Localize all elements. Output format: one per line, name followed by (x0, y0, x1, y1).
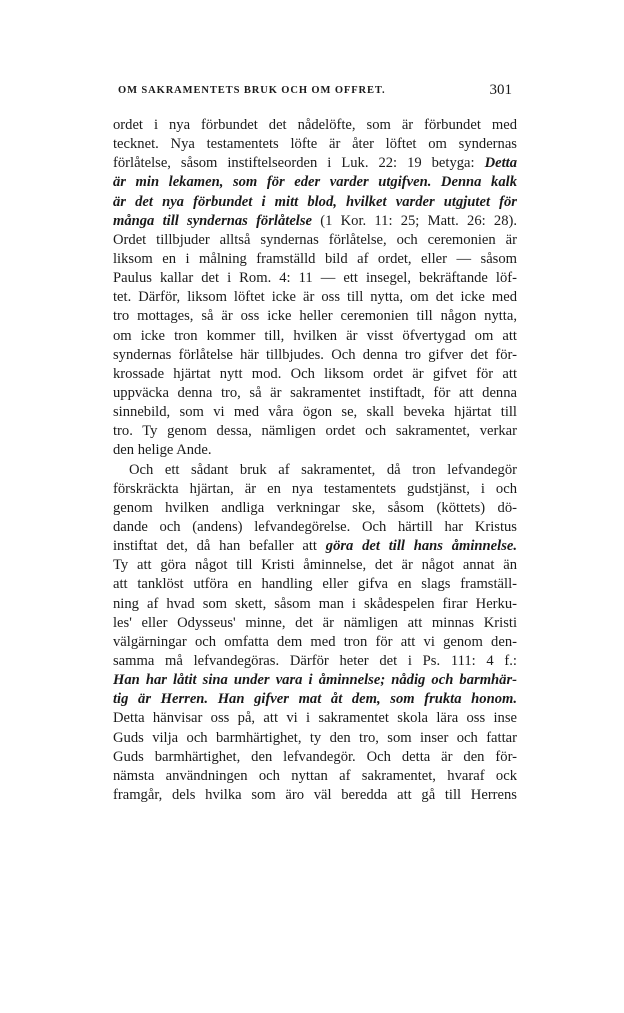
text-line (113, 288, 517, 307)
text-line (113, 193, 517, 212)
running-title: OM SAKRAMENTETS BRUK OCH OM OFFRET. (118, 85, 386, 96)
italic-text: är min lekamen, som för eder varder utgifven. Denna kalk (113, 174, 517, 191)
text-segment: genom hvilken andliga verkningar ske, såsom (köttets) dö- (113, 499, 517, 516)
text-segment: sinnebild, som vi med våra ögon se, skall beveka hjärtat till (113, 404, 517, 421)
text-segment: Och ett sådant bruk af sakramentet, då tron lefvandegör (129, 461, 517, 478)
text-segment: välgärningar och omfatta dem med tron för att vi genom den- (113, 633, 517, 650)
text-line (113, 422, 517, 441)
italic-text: tig är Herren. Han gifver mat åt dem, som frukta honom. (113, 691, 517, 708)
text-line (113, 595, 517, 614)
text-line (113, 575, 517, 594)
body-text (113, 116, 517, 805)
italic-text: göra det till hans åminnelse. (325, 538, 517, 555)
text-segment: ning af hvad som skett, såsom man i skådespelen firar Herku- (113, 595, 517, 612)
text-segment: tecknet. Nya testamentets löfte är åter löftet om syndernas (113, 136, 517, 153)
text-line (113, 365, 517, 384)
text-line (113, 116, 517, 135)
text-segment: ordet i nya förbundet det nådelöfte, som är förbundet med (113, 117, 517, 133)
text-line (113, 499, 517, 518)
text-segment: samma må lefvandegöras. Därför heter det i Ps. 111: 4 f.: (113, 652, 517, 669)
text-segment: Paulus kallar det i Rom. 4: 11 — ett insegel, bekräftande löf- (113, 270, 517, 287)
text-segment: syndernas förlåtelse här tillbjudes. Och denna tro gifver det för- (113, 346, 517, 363)
text-line (113, 135, 517, 154)
text-line (113, 767, 517, 786)
text-segment: (1 Kor. 11: 25; Matt. 26: 28). (312, 212, 517, 229)
text-line (113, 786, 517, 805)
text-line (113, 327, 517, 346)
text-line (113, 173, 517, 192)
text-line (113, 269, 517, 288)
text-line (113, 307, 517, 326)
text-segment: instiftat det, då han befaller att (113, 538, 326, 555)
text-line (113, 212, 517, 231)
page-number: 301 (489, 82, 512, 98)
text-line (113, 250, 517, 269)
italic-text: många till syndernas förlåtelse (113, 212, 313, 229)
text-line (113, 652, 517, 671)
text-segment: den helige Ande. (113, 442, 212, 459)
text-line (113, 671, 517, 690)
text-segment: framgår, dels hvilka som äro väl beredda att gå till Herrens (113, 786, 517, 803)
text-segment: tro mottages, så är oss icke heller ceremonien till någon nytta, (113, 308, 517, 325)
italic-text: är det nya förbundet i mitt blod, hvilket varder utgjutet för (113, 193, 517, 210)
text-line (113, 384, 517, 403)
text-segment: uppväcka denna tro, så är sakramentet instiftadt, för att denna (113, 384, 517, 401)
text-line (113, 690, 517, 709)
text-line (113, 518, 517, 537)
running-head (118, 82, 512, 102)
text-line (113, 441, 517, 460)
text-segment: krossade hjärtat nytt mod. Och liksom ordet är gifvet för att (113, 365, 517, 382)
text-segment: Detta hänvisar oss på, att vi i sakramentet skola lära oss inse (113, 710, 517, 727)
text-line (113, 346, 517, 365)
text-line (113, 748, 517, 767)
text-segment: les' eller Odysseus' minne, det är nämligen att minnas Kristi (113, 614, 517, 631)
text-segment: om icke tron kommer till, hvilken är visst öfvertygad om att (113, 327, 517, 344)
text-line (113, 537, 517, 556)
text-segment: att tanklöst utföra en handling eller gifva en slags framställ- (113, 576, 517, 593)
text-segment: liksom en i målning framställd bild af ordet, eller — såsom (113, 250, 517, 267)
text-line (113, 154, 517, 173)
italic-text: Detta (484, 155, 517, 172)
text-segment: nämsta användningen och nyttan af sakramentet, hvaraf ock (113, 767, 517, 784)
text-line (113, 709, 517, 728)
text-line (113, 614, 517, 633)
text-line (113, 231, 517, 250)
text-line (113, 729, 517, 748)
text-line (113, 633, 517, 652)
text-segment: dande och (andens) lefvandegörelse. Och härtill har Kristus (113, 518, 517, 535)
text-line (113, 480, 517, 499)
text-segment: förskräckta hjärtan, är en nya testamentets gudstjänst, i och (113, 480, 517, 497)
text-segment: tro. Ty genom dessa, nämligen ordet och sakramentet, verkar (113, 423, 517, 440)
text-segment: tet. Därför, liksom löftet icke är oss till nytta, om det icke med (113, 289, 517, 306)
text-segment: Guds vilja och barmhärtighet, ty den tro, som inser och fattar (113, 729, 517, 746)
text-segment: förlåtelse, såsom instiftelseorden i Luk. 22: 19 betyga: (113, 155, 485, 172)
text-segment: Ordet tillbjuder alltså syndernas förlåtelse, och ceremonien är (113, 231, 517, 248)
italic-text: Han har låtit sina under vara i åminnelse; nådig och barmhär- (113, 672, 517, 689)
text-segment: Ty att göra något till Kristi åminnelse, det är något annat än (113, 557, 517, 574)
text-segment: Guds barmhärtighet, den lefvandegör. Och detta är den för- (113, 748, 517, 765)
text-line (113, 403, 517, 422)
text-line (113, 556, 517, 575)
text-line (113, 461, 517, 480)
